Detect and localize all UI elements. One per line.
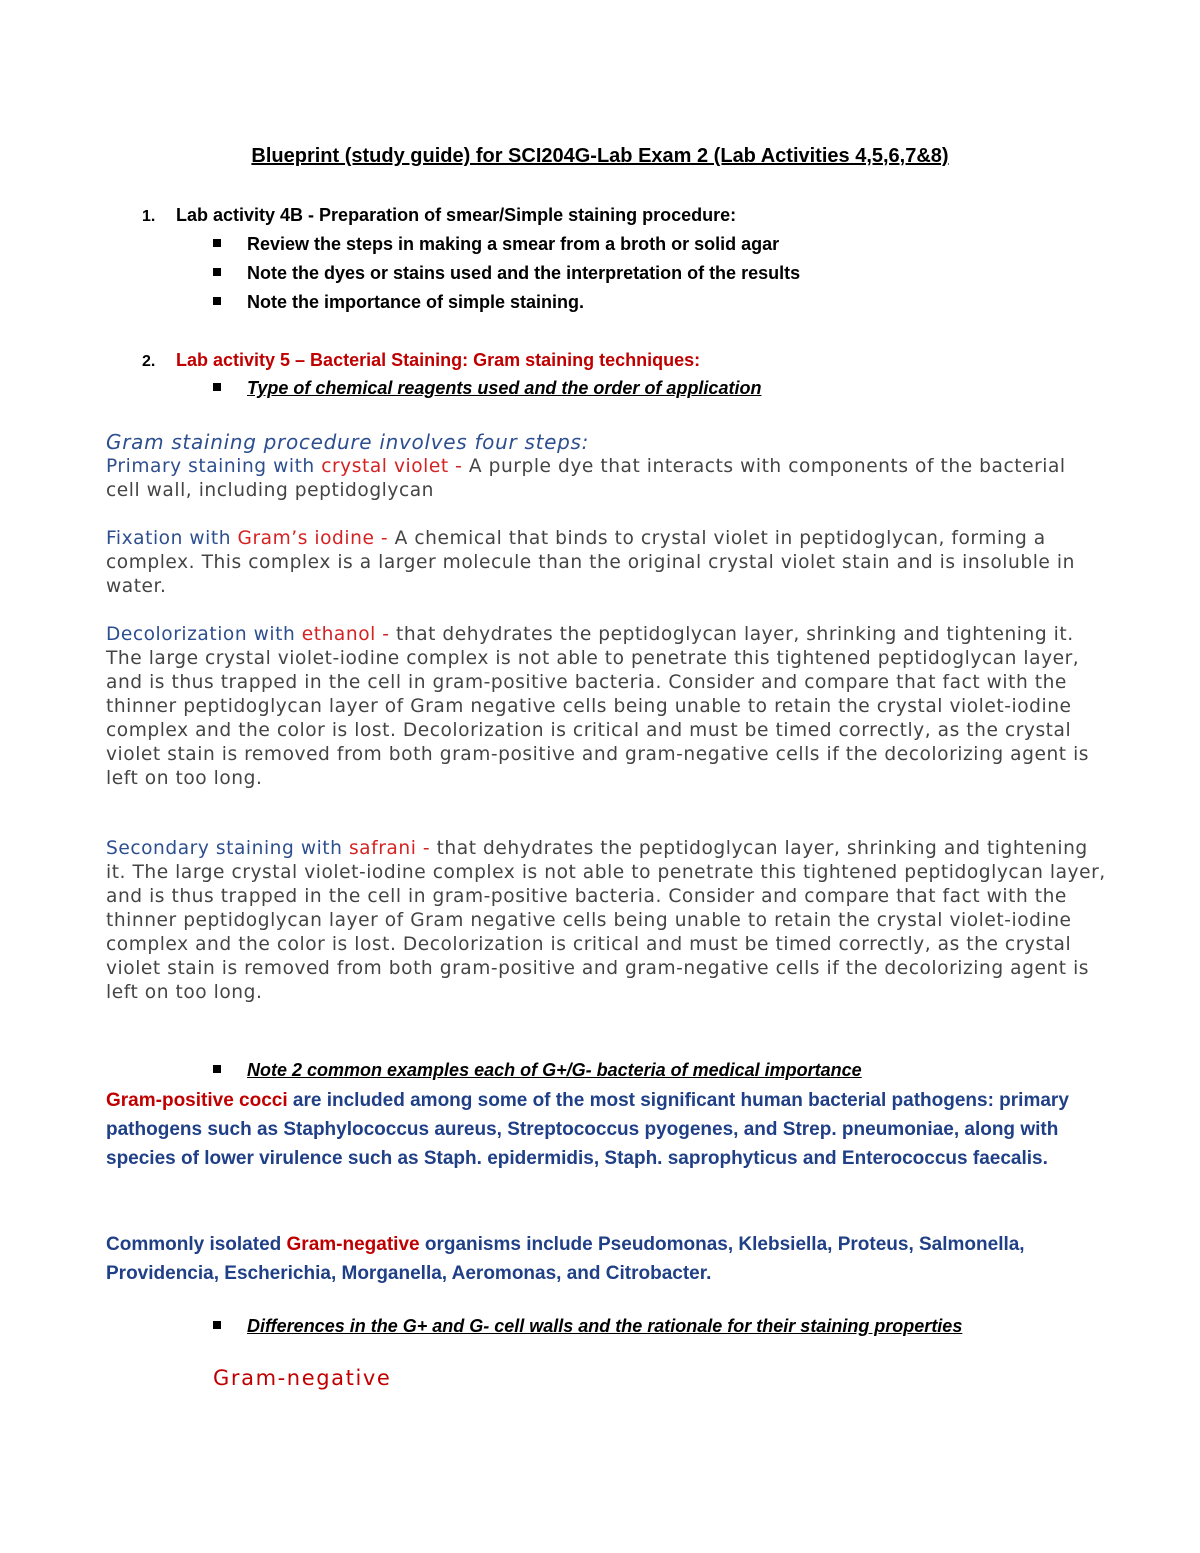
step-label: Fixation with xyxy=(106,528,238,549)
bullet-text: Note the dyes or stains used and the interpretation of the results xyxy=(247,263,801,283)
bullet-text: Note 2 common examples each of G+/G- bacteria of medical importance xyxy=(247,1060,862,1080)
bullet-text: Review the steps in making a smear from a broth or solid agar xyxy=(247,234,780,254)
reagent-name: crystal violet - xyxy=(321,456,469,477)
bullet-item xyxy=(213,234,779,255)
bullet-item xyxy=(213,1316,962,1337)
gram-negative-subheading: Gram-negative xyxy=(213,1366,392,1390)
bullet-text: Note the importance of simple staining. xyxy=(247,292,585,312)
item-heading: Lab activity 5 – Bacterial Staining: Gram staining techniques: xyxy=(176,350,701,370)
procedure-heading: Gram staining procedure involves four steps: xyxy=(106,430,590,454)
gram-negative-term: Gram-negative xyxy=(286,1234,420,1255)
gram-negative-prefix: Commonly isolated xyxy=(106,1234,287,1255)
bullet-item xyxy=(213,292,584,313)
step-text: A purple dye that interacts with components of the bacterial cell wall, including peptidoglycan xyxy=(106,456,1066,501)
item-number: 2. xyxy=(142,353,156,370)
reagent-name: Gram’s iodine - xyxy=(237,528,395,549)
procedure-step-4 xyxy=(106,837,1106,1005)
step-label: Primary staining with xyxy=(106,456,322,477)
step-label: Secondary staining with xyxy=(106,838,349,859)
square-bullet-icon xyxy=(213,1065,221,1073)
gram-negative-examples xyxy=(106,1230,1086,1288)
square-bullet-icon xyxy=(213,1321,221,1329)
procedure-step-1 xyxy=(106,455,1106,503)
square-bullet-icon xyxy=(213,268,221,276)
step-label: Decolorization with xyxy=(106,624,302,645)
step-text: that dehydrates the peptidoglycan layer, shrinking and tightening it. The large crystal violet-iodine complex is not able to penetrate this tightened peptidoglycan layer, and is thus trapped in the cell in gram-positive bacteria. Consider and compare that fact with the thinner peptidoglycan layer of Gram negative cells being unable to retain the crystal violet-iodine complex and the color is lost. Decolorization is critical and must be timed correctly, as the crystal violet stain is removed from both gram-positive and gram-negative cells if the decolorizing agent is left on too long. xyxy=(106,838,1106,1003)
step-text: A chemical that binds to crystal violet in peptidoglycan, forming a complex. This complex is a larger molecule than the original crystal violet stain and is insoluble in water. xyxy=(106,528,1075,597)
bullet-text: Differences in the G+ and G- cell walls and the rationale for their staining properties xyxy=(247,1316,963,1336)
lab-activity-4b-heading xyxy=(142,205,736,226)
page-title: Blueprint (study guide) for SCI204G-Lab Exam 2 (Lab Activities 4,5,6,7&8) xyxy=(251,145,949,167)
reagent-name: safrani - xyxy=(348,838,437,859)
gram-negative-text: organisms include Pseudomonas, Klebsiella, Proteus, Salmonella, Providencia, Escherichia, Morganella, Aeromonas, and Citrobacter. xyxy=(106,1234,1025,1284)
gram-positive-term: Gram-positive cocci xyxy=(106,1090,288,1111)
gram-positive-examples xyxy=(106,1086,1086,1173)
bullet-item xyxy=(213,1060,862,1081)
lab-activity-5-heading xyxy=(142,350,700,371)
procedure-step-2 xyxy=(106,527,1106,599)
bullet-item xyxy=(213,378,761,399)
square-bullet-icon xyxy=(213,383,221,391)
square-bullet-icon xyxy=(213,239,221,247)
bullet-text: Type of chemical reagents used and the order of application xyxy=(247,378,762,398)
bullet-item xyxy=(213,263,800,284)
step-text: that dehydrates the peptidoglycan layer, shrinking and tightening it. The large crystal violet-iodine complex is not able to penetrate this tightened peptidoglycan layer, and is thus trapped in the cell in gram-positive bacteria. Consider and compare that fact with the thinner peptidoglycan layer of Gram negative cells being unable to retain the crystal violet-iodine complex and the color is lost. Decolorization is critical and must be timed correctly, as the crystal violet stain is removed from both gram-positive and gram-negative cells if the decolorizing agent is left on too long. xyxy=(106,624,1090,789)
square-bullet-icon xyxy=(213,297,221,305)
procedure-step-3 xyxy=(106,623,1106,791)
reagent-name: ethanol - xyxy=(301,624,397,645)
item-number: 1. xyxy=(142,208,156,225)
item-heading: Lab activity 4B - Preparation of smear/Simple staining procedure: xyxy=(176,205,737,225)
gram-positive-text: are included among some of the most significant human bacterial pathogens: primary pathogens such as Staphylococcus aureus, Streptococcus pyogenes, and Strep. pneumoniae, along with species of lower virulence such as Staph. epidermidis, Staph. saprophyticus and Enterococcus faecalis. xyxy=(106,1090,1069,1169)
